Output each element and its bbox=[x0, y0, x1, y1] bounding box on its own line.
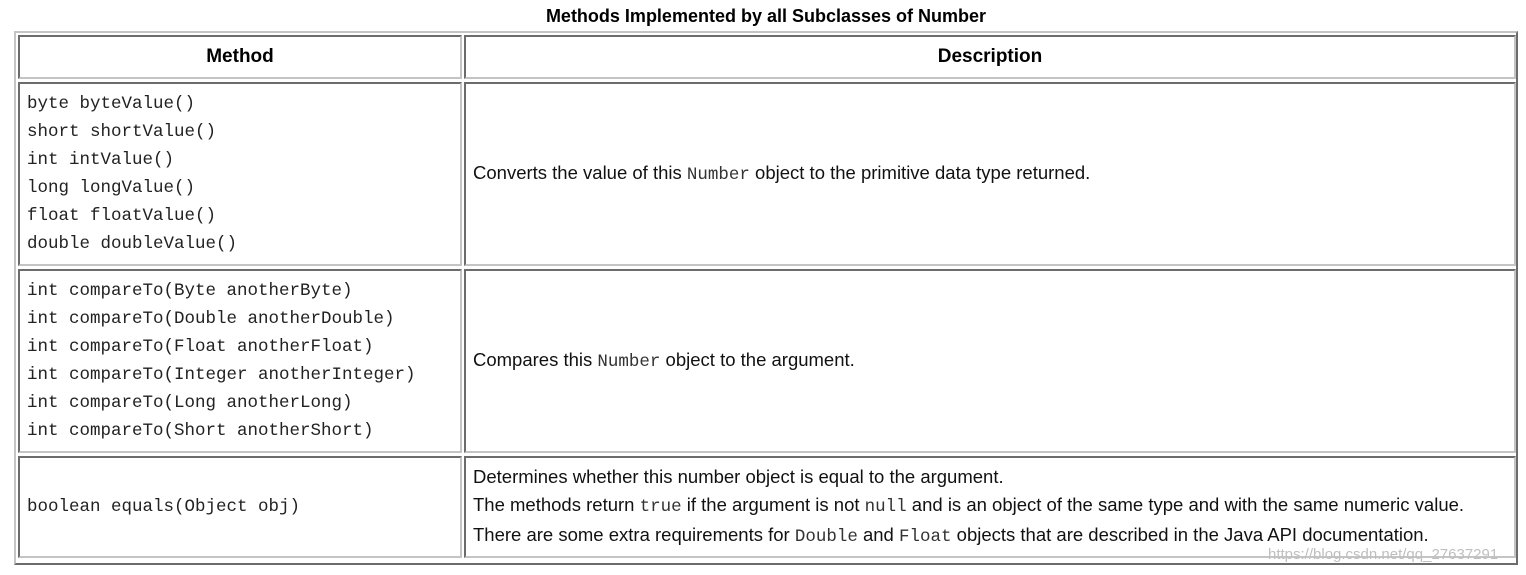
header-description-label: Description bbox=[937, 46, 1043, 67]
method-signature: boolean equals(Object obj) bbox=[27, 497, 301, 517]
desc-text: object to the primitive data type returned. bbox=[749, 162, 1091, 183]
desc-text: and bbox=[857, 524, 899, 545]
desc-text: Converts the value of this bbox=[473, 162, 687, 183]
method-signature: double doubleValue() bbox=[27, 234, 238, 254]
table-caption: Methods Implemented by all Subclasses of Number bbox=[545, 6, 987, 26]
method-signature: byte byteValue() bbox=[27, 94, 196, 114]
method-signature: short shortValue() bbox=[27, 122, 217, 142]
row-1-description bbox=[464, 82, 1516, 266]
watermark-text: https://blog.csdn.net/qq_27637291 bbox=[1268, 546, 1499, 563]
method-signature: int compareTo(Double anotherDouble) bbox=[27, 309, 395, 329]
header-method-label: Method bbox=[206, 46, 274, 67]
method-signature: int compareTo(Integer anotherInteger) bbox=[27, 365, 416, 385]
row-1-methods bbox=[18, 82, 462, 266]
method-signature: int compareTo(Byte anotherByte) bbox=[27, 281, 353, 301]
method-signature: int intValue() bbox=[27, 150, 175, 170]
method-signature: int compareTo(Float anotherFloat) bbox=[27, 337, 374, 357]
desc-code: Double bbox=[794, 527, 858, 547]
description-line bbox=[473, 463, 1514, 491]
row-2-methods bbox=[18, 269, 462, 453]
method-signature: int compareTo(Long anotherLong) bbox=[27, 393, 353, 413]
method-signature: float floatValue() bbox=[27, 206, 217, 226]
description-line bbox=[473, 491, 1514, 521]
row-3-methods bbox=[18, 456, 462, 558]
desc-code: Float bbox=[899, 527, 952, 547]
row-2-description bbox=[464, 269, 1516, 453]
desc-text: object to the argument. bbox=[660, 349, 855, 370]
desc-text: There are some extra requirements for bbox=[473, 524, 795, 545]
header-method bbox=[18, 35, 462, 79]
desc-code: Number bbox=[597, 352, 661, 372]
desc-code: true bbox=[639, 497, 682, 517]
header-description bbox=[464, 35, 1516, 79]
desc-code: null bbox=[864, 497, 907, 517]
description-line bbox=[473, 159, 1514, 189]
desc-text: if the argument is not bbox=[681, 494, 865, 515]
row-3-description bbox=[464, 456, 1516, 558]
desc-text: Determines whether this number object is equal to the argument. bbox=[473, 466, 1004, 487]
method-signature: int compareTo(Short anotherShort) bbox=[27, 421, 374, 441]
method-signature: long longValue() bbox=[27, 178, 196, 198]
desc-text: The methods return bbox=[473, 494, 640, 515]
desc-text: objects that are described in the Java API documentation. bbox=[951, 524, 1429, 545]
desc-code: Number bbox=[686, 165, 750, 185]
desc-text: and is an object of the same type and with the same numeric value. bbox=[906, 494, 1465, 515]
description-line bbox=[473, 346, 1514, 376]
desc-text: Compares this bbox=[473, 349, 598, 370]
